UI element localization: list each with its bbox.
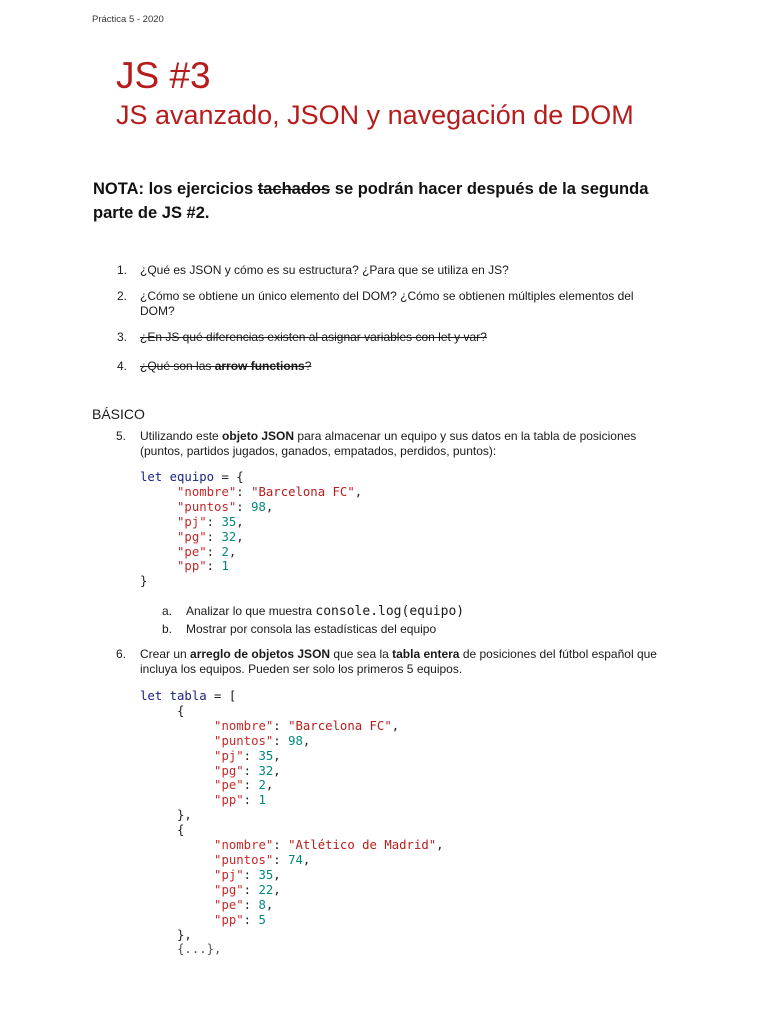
exercise-text-mid: que sea la — [330, 647, 393, 661]
note-struck-word: tachados — [257, 180, 331, 198]
note-suffix: se podrán hacer después de la segunda parte de JS #2. — [93, 180, 649, 222]
subitem — [162, 603, 666, 621]
code-line: "puntos": 74, — [214, 852, 311, 867]
code-keyword: let — [140, 689, 163, 703]
subitem-text: Mostrar por consola las estadísticas del equipo — [186, 622, 437, 637]
document-subtitle: JS avanzado, JSON y navegación de DOM — [116, 100, 634, 130]
code-line: "nombre": "Barcelona FC", — [177, 484, 363, 499]
code-line: "pg": 32, — [214, 763, 281, 778]
exercise-5-subitems — [162, 603, 666, 638]
exercise-text-post: de posiciones del fútbol español que incluya los equipos. Pueden ser solo los primeros 5 equipos. — [140, 647, 657, 676]
question-text-post: ? — [304, 358, 312, 373]
code-line: "pj": 35, — [214, 867, 281, 882]
question-item — [117, 289, 660, 318]
code-line: "pj": 35, — [214, 748, 281, 763]
question-item — [117, 263, 660, 277]
questions-list — [117, 263, 660, 385]
code-line: "pp": 1 — [214, 793, 266, 808]
subitem-label: a. — [162, 604, 173, 618]
exercise-number: 6. — [116, 647, 127, 661]
code-block-equipo — [140, 470, 362, 589]
exercise-text-bold: arreglo de objetos JSON — [190, 647, 331, 661]
code-keyword: let — [140, 470, 163, 484]
code-line: "pg": 32, — [177, 529, 244, 544]
code-line: "pp": 5 — [214, 912, 266, 927]
exercise-text-bold: tabla entera — [392, 647, 460, 661]
code-line: "pp": 1 — [177, 559, 229, 574]
subitem — [162, 621, 666, 638]
question-text: ¿En JS qué diferencias existen al asignar variables con let y var? — [140, 330, 487, 345]
code-line: "puntos": 98, — [214, 733, 311, 748]
question-text: ¿Cómo se obtiene un único elemento del DOM? ¿Cómo se obtienen múltiples elementos del DOM? — [140, 289, 634, 318]
exercise-5 — [116, 429, 680, 459]
code-variable: tabla — [169, 689, 207, 703]
code-line: "pg": 22, — [214, 882, 281, 897]
code-variable: equipo — [169, 470, 215, 484]
question-text-pre: ¿Qué son las — [140, 358, 215, 373]
exercise-6 — [116, 647, 680, 677]
code-line: "puntos": 98, — [177, 499, 274, 514]
question-number: 3. — [117, 330, 128, 345]
exercise-text-post: para almacenar un equipo y sus datos en la tabla de posiciones (puntos, partidos jugados, ganados, empatados, perdidos, puntos): — [140, 429, 637, 458]
code-line: "nombre": "Atlético de Madrid", — [214, 838, 444, 853]
code-block-tabla: let tabla = [ { "nombre": "Barcelona FC", "puntos": 98, "pj": 35, "pg": 32, "pe": 2, "pp": 1 }, { "nombre": "Atlético de Madrid", "puntos": 74, "pj": 35, "pg": 22, "pe": 8, "pp": 5 }, {...}, — [140, 689, 444, 957]
code-ellipsis: {...}, — [177, 942, 222, 957]
question-item-struck — [117, 358, 660, 373]
section-title: BÁSICO — [92, 406, 145, 422]
page-header: Práctica 5 - 2020 — [92, 14, 164, 25]
question-item-struck — [117, 330, 660, 345]
code-line: "pe": 2, — [177, 544, 237, 559]
code-line: "pj": 35, — [177, 514, 244, 529]
exercise-text-pre: Utilizando este — [140, 429, 223, 443]
subitem-text: Analizar lo que muestra — [186, 604, 316, 618]
document-title: JS #3 — [116, 55, 211, 96]
note-prefix: NOTA: los ejercicios — [93, 180, 258, 198]
code-open: = [ — [206, 689, 237, 703]
question-number: 2. — [117, 289, 128, 304]
note-paragraph — [93, 178, 653, 226]
code-open: = { — [214, 470, 244, 484]
question-number: 4. — [117, 358, 128, 373]
subitem-code: console.log(equipo) — [315, 604, 465, 619]
exercise-text-bold: objeto JSON — [222, 429, 295, 443]
code-line: "pe": 2, — [214, 778, 274, 793]
code-line: "pe": 8, — [214, 897, 274, 912]
exercise-number: 5. — [116, 429, 127, 443]
subitem-label: b. — [162, 622, 173, 637]
code-close: } — [140, 574, 148, 589]
question-text-bold: arrow functions — [214, 358, 305, 373]
code-line: "nombre": "Barcelona FC", — [214, 718, 400, 733]
question-text: ¿Qué es JSON y cómo es su estructura? ¿Para que se utiliza en JS? — [140, 263, 509, 277]
exercise-text-pre: Crear un — [140, 647, 191, 661]
question-number: 1. — [117, 263, 128, 277]
